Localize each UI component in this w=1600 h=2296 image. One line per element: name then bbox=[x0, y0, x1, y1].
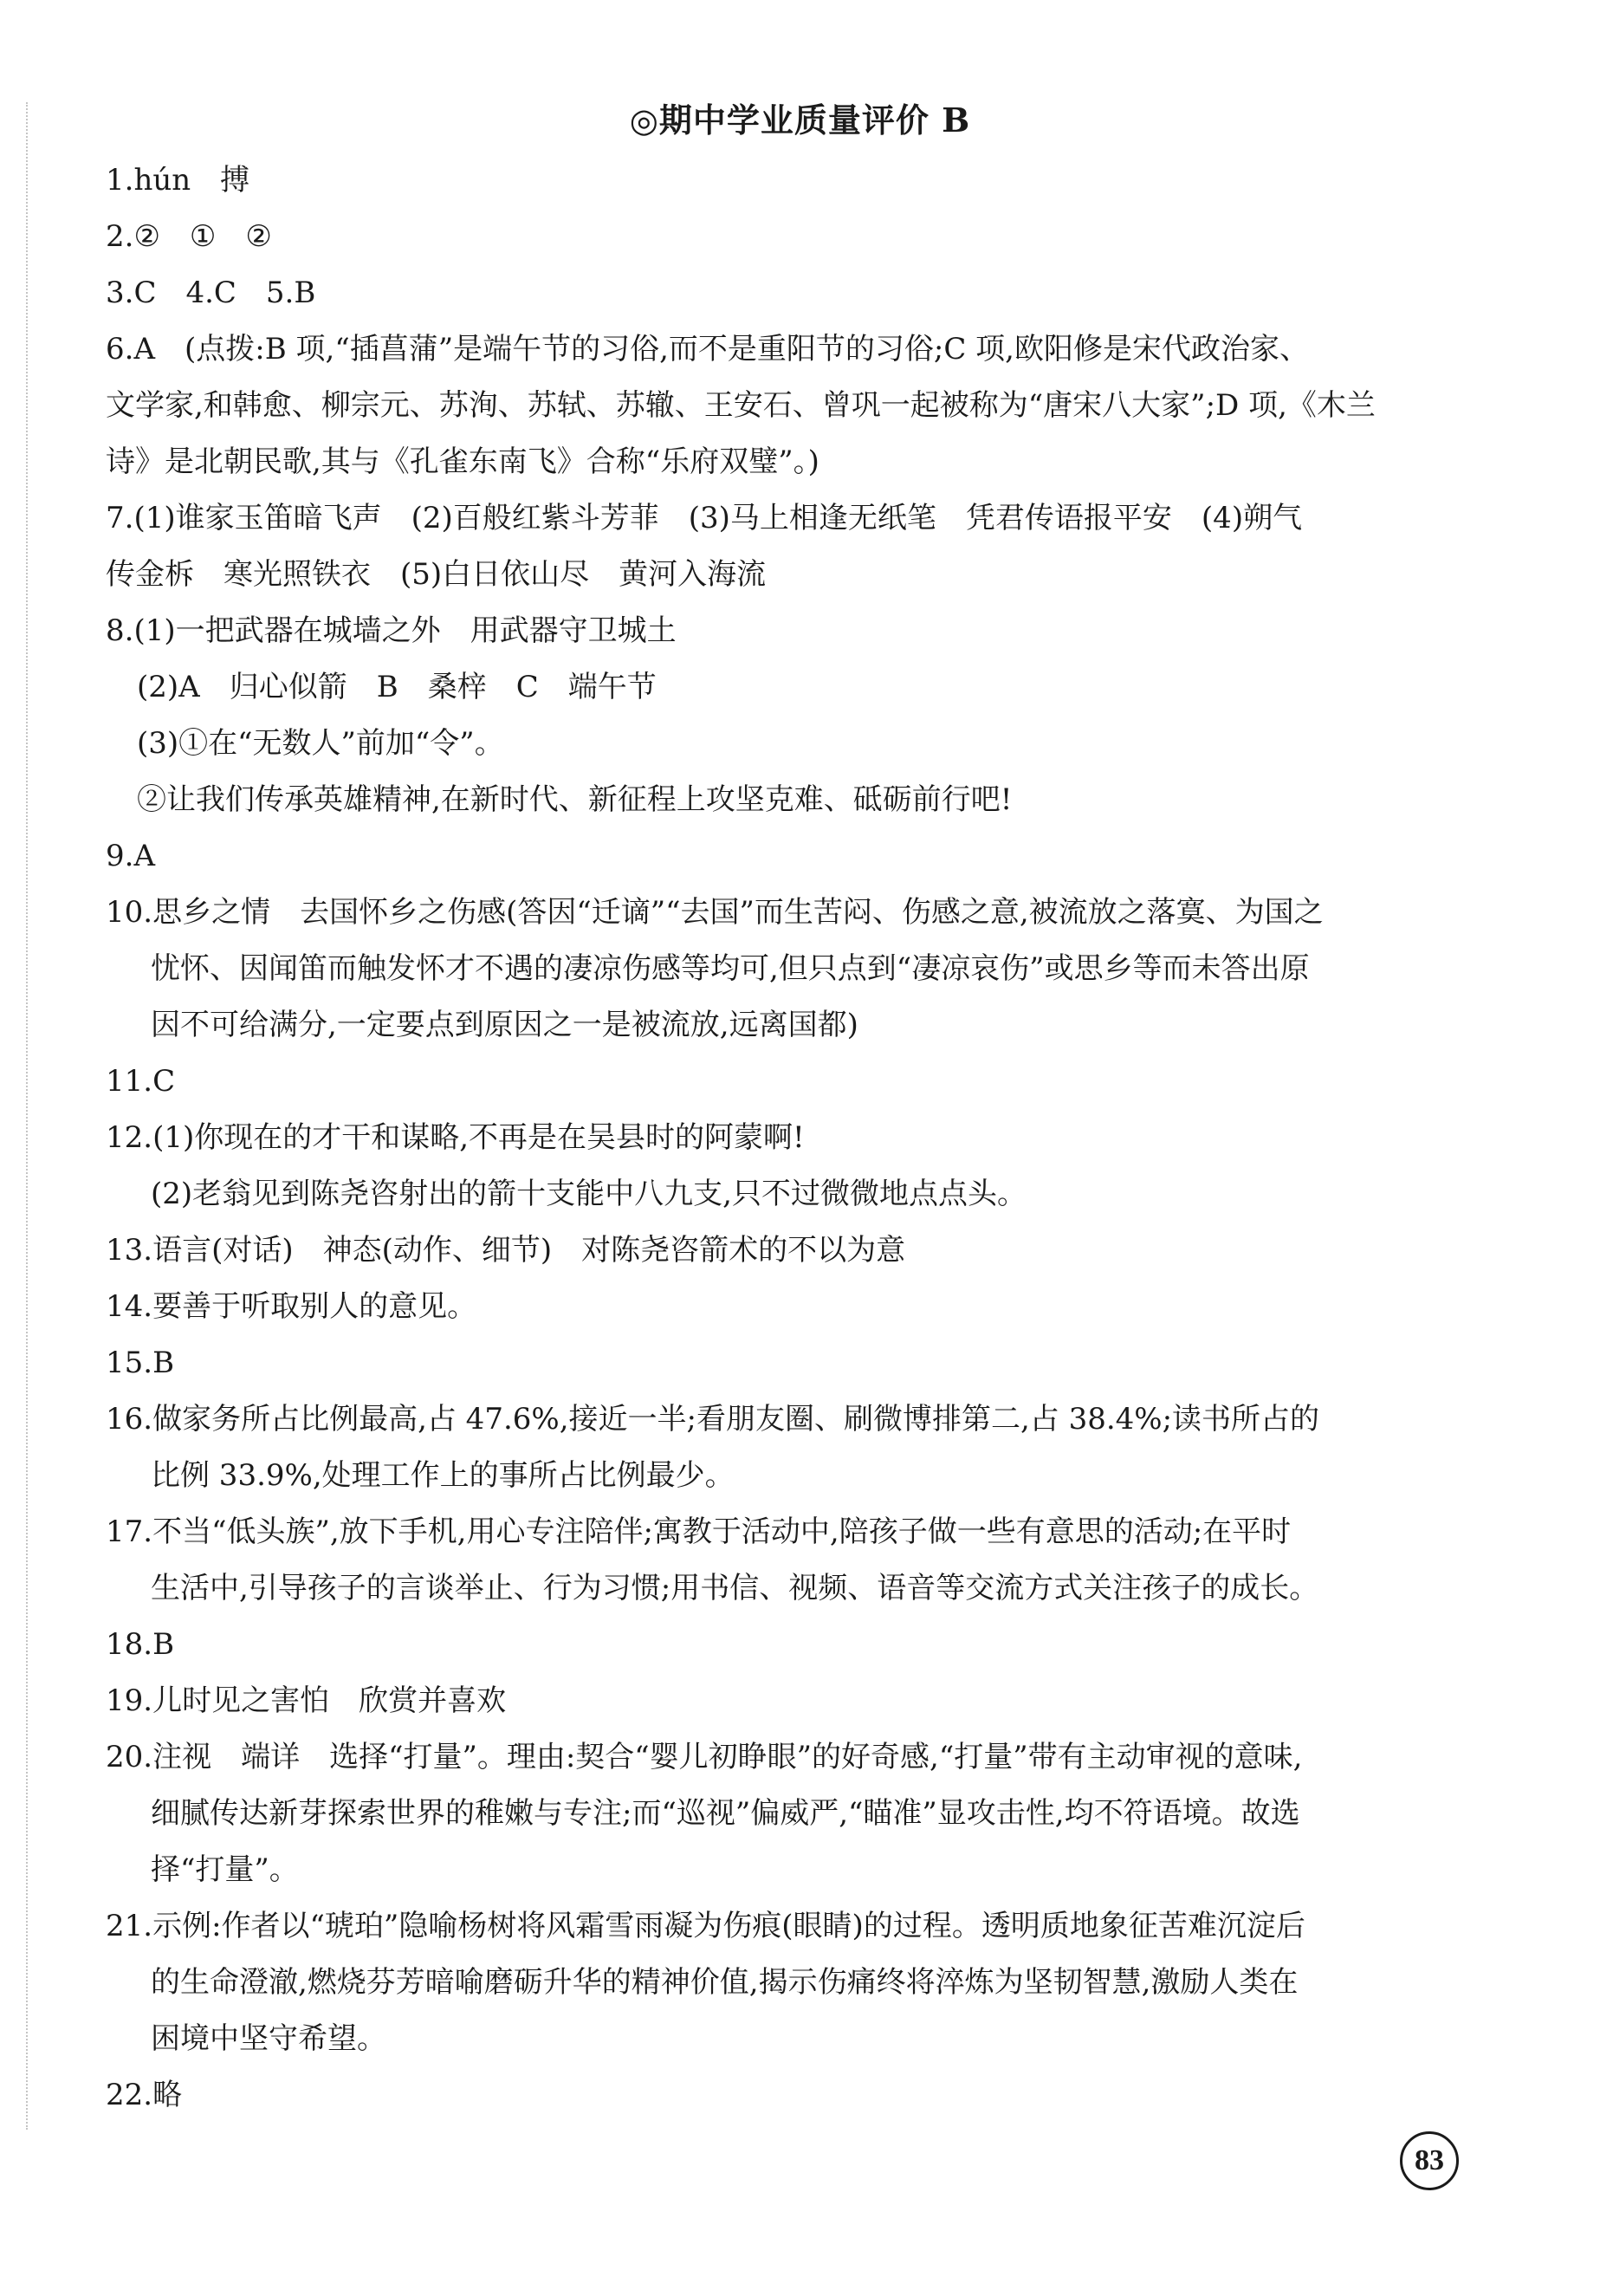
answer-17: 17.不当“低头族”,放下手机,用心专注陪伴;寓教于活动中,陪孩子做一些有意思的活动;在平时 bbox=[106, 1514, 1292, 1549]
answer-22: 22.略 bbox=[106, 2078, 183, 2112]
answer-12: 12.(1)你现在的才干和谋略,不再是在吴县时的阿蒙啊! bbox=[106, 1120, 805, 1155]
answer-12-sub: (2)老翁见到陈尧咨射出的箭十支能中八九支,只不过微微地点点头。 bbox=[151, 1177, 1027, 1211]
answer-10-cont: 忧怀、因闻笛而触发怀才不遇的凄凉伤感等均可,但只点到“凄凉哀伤”或思乡等而未答出原 bbox=[151, 951, 1310, 986]
answer-14: 14.要善于听取别人的意见。 bbox=[106, 1289, 477, 1324]
answer-20-cont: 细腻传达新芽探索世界的稚嫩与专注;而“巡视”偏威严,“瞄准”显攻击性,均不符语境。故选 bbox=[151, 1796, 1300, 1831]
page-title: ◎期中学业质量评价 B bbox=[629, 101, 971, 139]
answer-16-cont: 比例 33.9%,处理工作上的事所占比例最少。 bbox=[151, 1458, 735, 1493]
answer-3-5: 3.C 4.C 5.B bbox=[106, 276, 316, 310]
answer-21: 21.示例:作者以“琥珀”隐喻杨树将风霜雪雨凝为伤痕(眼睛)的过程。透明质地象征苦难沉淀后 bbox=[106, 1909, 1305, 1943]
answer-18: 18.B bbox=[106, 1627, 175, 1662]
page-number-badge: 83 bbox=[1400, 2131, 1459, 2190]
answer-1: 1.hún 搏 bbox=[106, 163, 250, 198]
answer-20-cont: 择“打量”。 bbox=[151, 1852, 299, 1887]
answer-21-cont: 困境中坚守希望。 bbox=[151, 2021, 386, 2056]
answer-8: 8.(1)一把武器在城墙之外 用武器守卫城土 bbox=[106, 613, 677, 648]
answer-11: 11.C bbox=[106, 1064, 176, 1099]
answer-list bbox=[106, 152, 1479, 2124]
answer-6: 6.A (点拨:B 项,“插菖蒲”是端午节的习俗,而不是重阳节的习俗;C 项,欧阳修是宋代政治家、 bbox=[106, 332, 1309, 366]
answer-10-cont: 因不可给满分,一定要点到原因之一是被流放,远离国都) bbox=[151, 1008, 858, 1042]
answer-17-cont: 生活中,引导孩子的言谈举止、行为习惯;用书信、视频、语音等交流方式关注孩子的成长。 bbox=[151, 1571, 1319, 1605]
answer-7: 7.(1)谁家玉笛暗飞声 (2)百般红紫斗芳菲 (3)马上相逢无纸笔 凭君传语报平安 (4)朔气 bbox=[106, 501, 1303, 535]
answer-2: 2.② ① ② bbox=[106, 219, 272, 254]
answer-20: 20.注视 端详 选择“打量”。理由:契合“婴儿初睁眼”的好奇感,“打量”带有主动审视的意味, bbox=[106, 1740, 1303, 1774]
answer-19: 19.儿时见之害怕 欣赏并喜欢 bbox=[106, 1683, 507, 1718]
answer-6-cont: 文学家,和韩愈、柳宗元、苏洵、苏轼、苏辙、王安石、曾巩一起被称为“唐宋八大家”;D 项,《木兰 bbox=[106, 388, 1376, 423]
answer-13: 13.语言(对话) 神态(动作、细节) 对陈尧咨箭术的不以为意 bbox=[106, 1233, 906, 1268]
answer-8-sub: (2)A 归心似箭 B 桑梓 C 端午节 bbox=[137, 670, 657, 704]
answer-8-sub: (3)①在“无数人”前加“令”。 bbox=[137, 726, 504, 761]
answer-10: 10.思乡之情 去国怀乡之伤感(答因“迁谪”“去国”而生苦闷、伤感之意,被流放之落寞、为国之 bbox=[106, 895, 1324, 930]
margin-dotted-rule bbox=[26, 102, 28, 2130]
answer-16: 16.做家务所占比例最高,占 47.6%,接近一半;看朋友圈、刷微博排第二,占 38.4%;读书所占的 bbox=[106, 1402, 1320, 1437]
answer-7-cont: 传金柝 寒光照铁衣 (5)白日依山尽 黄河入海流 bbox=[106, 557, 767, 592]
answer-21-cont: 的生命澄澈,燃烧芬芳暗喻磨砺升华的精神价值,揭示伤痛终将淬炼为坚韧智慧,激励人类在 bbox=[151, 1965, 1299, 2000]
answer-9: 9.A bbox=[106, 839, 155, 873]
answer-6-cont: 诗》是北朝民歌,其与《孔雀东南飞》合称“乐府双璧”。) bbox=[106, 444, 819, 479]
answer-15: 15.B bbox=[106, 1346, 175, 1380]
answer-8-sub: ②让我们传承英雄精神,在新时代、新征程上攻坚克难、砥砺前行吧! bbox=[137, 782, 1013, 817]
